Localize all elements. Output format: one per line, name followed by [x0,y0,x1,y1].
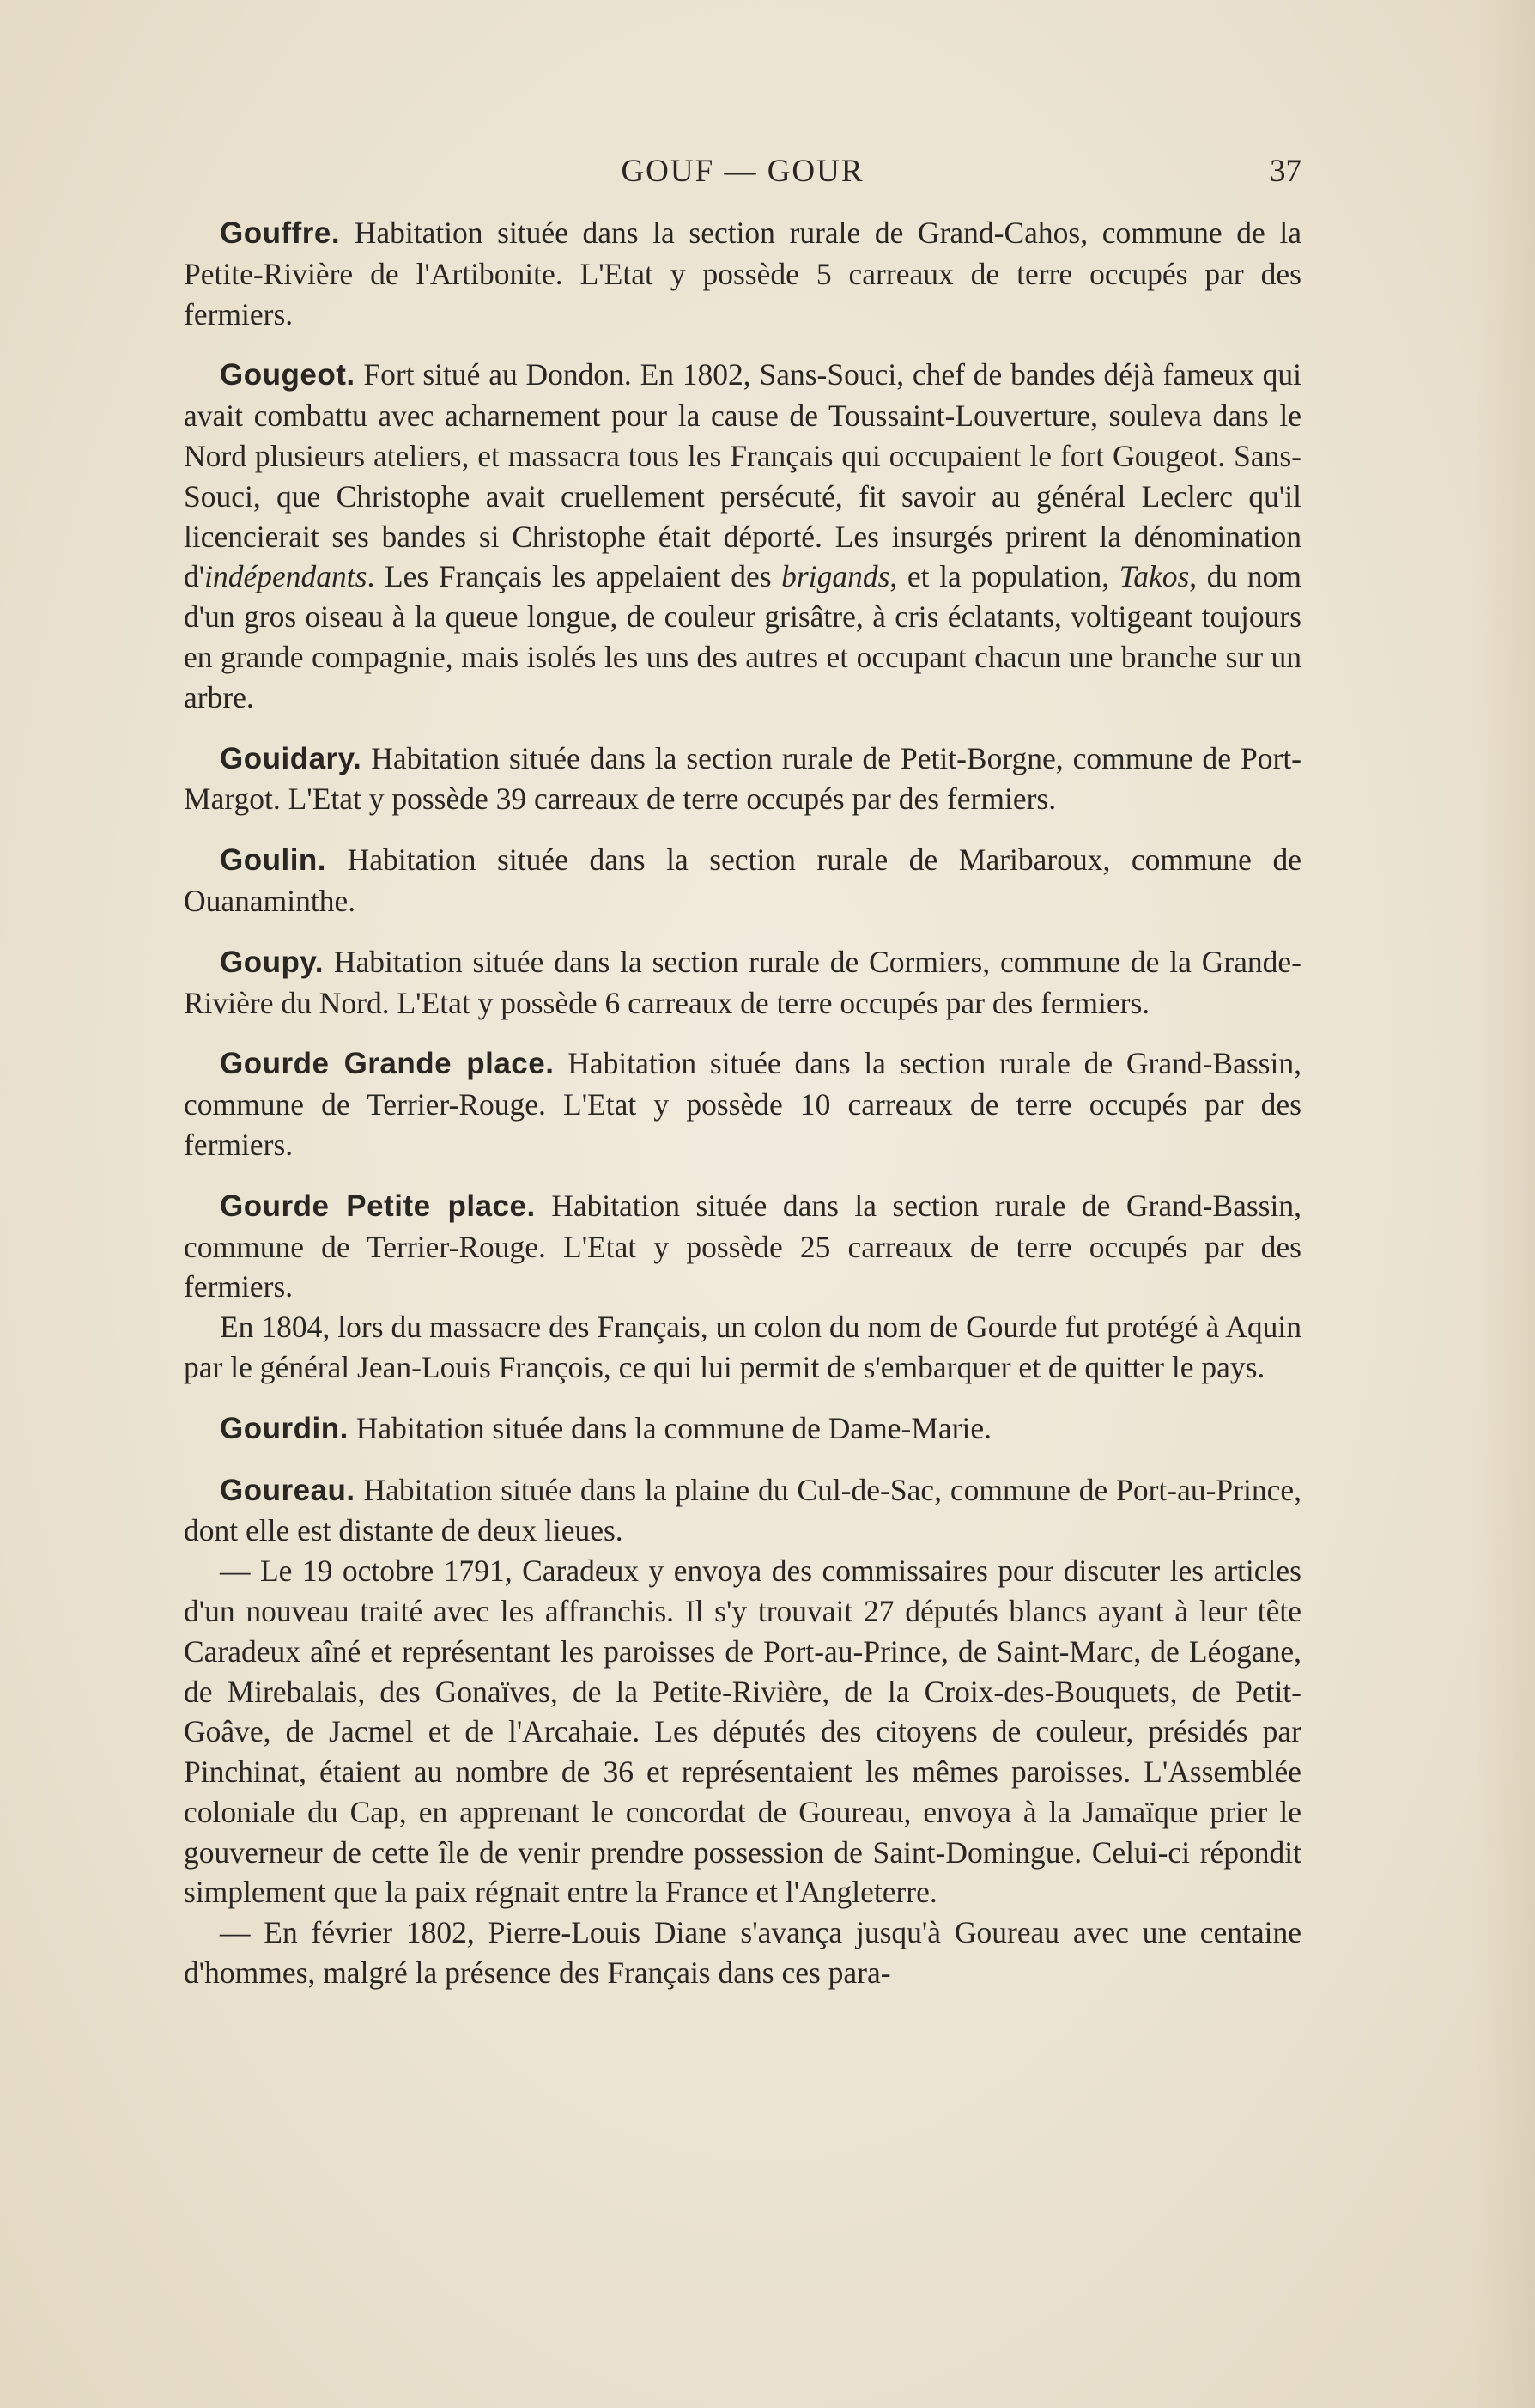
entry-text: , et la population, [889,559,1119,594]
headword: Gougeot. [220,358,355,392]
entry-text: Habitation située dans la section rurale de Grand-Cahos, commune de la Petite-Rivière de l'Artibonite. L'Etat y possède 5 carreaux de terre occupés par des fermiers. [184,216,1301,331]
page-header [184,153,1301,196]
entry-gourde-petite-place [184,1186,1301,1388]
headword: Gourdin. [220,1411,349,1445]
entry-text: . Les Français les appelaient des [367,559,782,594]
entry-text: Habitation située dans la plaine du Cul-de-Sac, commune de Port-au-Prince, dont elle est distante de deux lieues. [184,1472,1301,1548]
entry-goulin [184,840,1301,921]
headword: Gouidary. [220,741,362,775]
entry-paragraph: En 1804, lors du massacre des Français, un colon du nom de Gourde fut protégé à Aquin par le général Jean-Louis François, ce qui lui permit de s'embarquer et de quitter le pays. [184,1310,1301,1384]
entry-gouffre [184,213,1301,334]
running-head: GOUF — GOUR [621,154,865,189]
headword: Goulin. [220,843,327,878]
entry-gougeot [184,355,1301,717]
headword: Goupy. [220,945,324,979]
entry-text: , du nom d'un gros oiseau à la queue longue, de couleur grisâtre, à cris éclatants, voltigeant toujours en grande compagnie, mais isolés les uns des autres et occupant chacun une branche sur un arbre. [184,559,1301,714]
entry-text: Habitation située dans la section rurale de Maribaroux, commune de Ouanaminthe. [184,842,1301,918]
entry-text: Fort situé au Dondon. En 1802, Sans-Souci, chef de bandes déjà fameux qui avait combattu avec acharnement pour la cause de Toussaint-Louverture, souleva dans le Nord plusieurs ateliers, et massacra tous les Français qui occupaient le fort Gougeot. Sans-Souci, que Christophe avait cruellement persécuté, fit savoir au général Leclerc qu'il licencierait ses bandes si Christophe était déporté. Les insurgés prirent la dénomination d' [184,357,1301,594]
entry-text: Habitation située dans la commune de Dame-Marie. [348,1410,992,1445]
entry-text: Habitation située dans la section rurale de Petit-Borgne, commune de Port-Margot. L'Etat y possède 39 carreaux de terre occupés par des fermiers. [184,740,1301,817]
entry-goupy [184,942,1301,1024]
entry-paragraph: — En février 1802, Pierre-Louis Diane s'avança jusqu'à Goureau avec une centaine d'hommes, malgré la présence des Français dans ces para- [184,1915,1301,1991]
page-body [184,213,1301,2014]
entry-text: Habitation située dans la section rurale de Cormiers, commune de la Grande-Rivière du Nord. L'Etat y possède 6 carreaux de terre occupés par des fermiers. [184,944,1301,1020]
entry-gourde-grande-place [184,1043,1301,1164]
entry-paragraph: — Le 19 octobre 1791, Caradeux y envoya des commissaires pour discuter les articles d'un nouveau traité avec les affranchis. Il s'y trouvait 27 députés blancs ayant à leur tête Caradeux aîné et représentant les paroisses de Port-au-Prince, de Saint-Marc, de Léogane, de Mirebalais, des Gonaïves, de la Petite-Rivière, de la Croix-des-Bouquets, de Petit-Goâve, de Jacmel et de l'Arcahaie. Les députés des citoyens de couleur, présidés par Pinchinat, étaient au nombre de 36 et représentaient les mêmes paroisses. L'Assemblée coloniale du Cap, en apprenant le concordat de Goureau, envoya à la Jamaïque prier le gouverneur de cette île de venir prendre possession de Saint-Domingue. Celui-ci répondit simplement que la paix régnait entre la France et l'Angleterre. [184,1554,1301,1910]
entry-text: Habitation située dans la section rurale de Grand-Bassin, commune de Terrier-Rouge. L'Etat y possède 25 carreaux de terre occupés par des fermiers. [184,1188,1301,1304]
entry-goureau [184,1470,1301,1993]
page-number: 37 [1270,154,1301,189]
headword: Goureau. [220,1473,355,1507]
italic-term: Takos [1119,559,1190,594]
headword: Gouffre. [220,216,341,250]
entry-gouidary [184,739,1301,820]
entry-gourdin [184,1408,1301,1450]
italic-term: indépendants [204,559,367,594]
italic-term: brigands [781,559,890,594]
headword: Gourde Petite place. [220,1189,536,1223]
entry-text: Habitation située dans la section rurale de Grand-Bassin, commune de Terrier-Rouge. L'Etat y possède 10 carreaux de terre occupés par des fermiers. [184,1046,1301,1162]
headword: Gourde Grande place. [220,1047,555,1081]
